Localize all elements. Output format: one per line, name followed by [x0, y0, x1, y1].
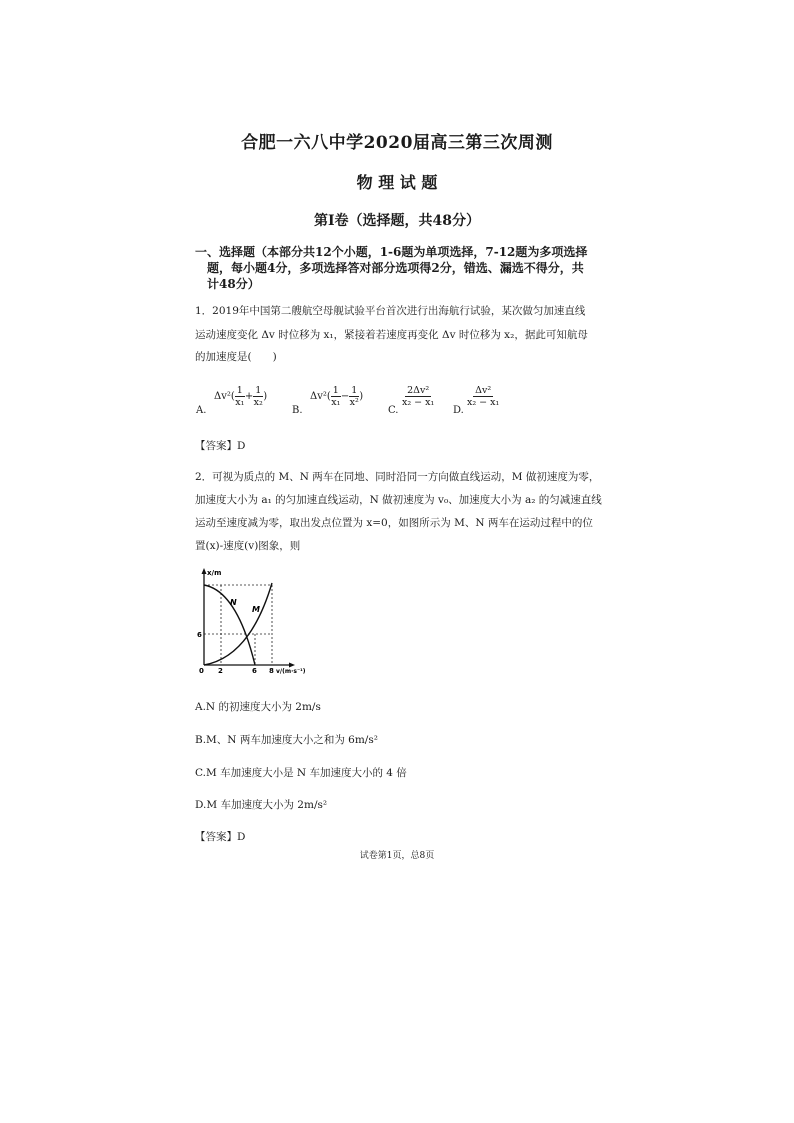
x-v-graph	[192, 565, 322, 680]
curve-m	[204, 583, 272, 665]
q1-option-b: B. Δv²( $\frac{1}{\text{x₁}}$ − $\frac{1}{\text{x²}}$ )	[292, 385, 364, 416]
q1-line1: 1．2019年中国第二艘航空母舰试验平台首次进行出海航行试验，某次做匀加速直线	[195, 305, 586, 317]
page-footer: 试卷第1页，总8页	[359, 851, 435, 861]
origin-label: 0	[199, 667, 204, 675]
q1-option-a: A. Δv²( $\frac{1}{\text{x₁}}$ + $\frac{1}{\text{x₂}}$ )	[196, 385, 268, 416]
q1-answer: 【答案】D	[195, 440, 246, 452]
subject-title: 物 理 试 题	[356, 173, 438, 192]
q2-line1: 2．可视为质点的 M、N 两车在同地、同时沿同一方向做直线运动，M 做初速度为零，	[195, 471, 600, 483]
tick-6-label: 6	[252, 667, 257, 675]
curve-n-label: N	[230, 598, 237, 607]
y-axis-arrow-icon	[202, 568, 207, 574]
section-heading-line2: 题，每小题4分，多项选择答对部分选项得2分，错选、漏选不得分，共	[207, 261, 584, 275]
y-tick-6-label: 6	[197, 631, 202, 639]
x-axis-arrow-icon	[289, 663, 295, 668]
curve-n	[204, 585, 255, 665]
q2-option-b: B.M、N 两车加速度大小之和为 6m/s²	[195, 734, 378, 746]
q2-line2: 加速度大小为 a₁ 的匀加速直线运动，N 做初速度为 v₀、加速度大小为 a₂ 的匀减速直线	[195, 494, 602, 506]
q1-option-d: D. $\frac{\text{Δv²}}{\text{x₂ − x₁}}$	[453, 385, 500, 416]
curve-m-label: M	[252, 605, 260, 614]
volume-title: 第Ⅰ卷（选择题，共48分）	[313, 213, 481, 229]
tick-8-label: 8	[269, 667, 274, 675]
q2-option-c: C.M 车加速度大小是 N 车加速度大小的 4 倍	[195, 767, 407, 779]
q1-line2: 运动速度变化 Δv 时位移为 x₁，紧接着若速度再变化 Δv 时位移为 x₂，据此可知航母	[195, 329, 588, 341]
section-heading-line1: 一、选择题（本部分共12个小题，1-6题为单项选择，7-12题为多项选择	[195, 245, 588, 259]
section-heading-line3: 计48分）	[207, 277, 260, 291]
q2-line4: 置(x)-速度(v)图象，则	[195, 540, 301, 552]
y-axis-label: x/m	[207, 569, 222, 577]
q1-option-c: C. $\frac{\text{2Δv²}}{\text{x₂ − x₁}}$	[388, 385, 435, 416]
school-title: 合肥一六八中学2020届高三第三次周测	[241, 133, 553, 153]
q2-line3: 运动至速度减为零，取出发点位置为 x=0，如图所示为 M、N 两车在运动过程中的位	[195, 517, 593, 529]
x-axis-label: v/(m·s⁻¹)	[276, 668, 306, 675]
q2-answer: 【答案】D	[195, 831, 246, 843]
q2-option-a: A.N 的初速度大小为 2m/s	[195, 701, 321, 713]
q1-line3: 的加速度是( )	[195, 351, 277, 363]
tick-2-label: 2	[218, 667, 223, 675]
q2-option-d: D.M 车加速度大小为 2m/s²	[195, 799, 328, 811]
